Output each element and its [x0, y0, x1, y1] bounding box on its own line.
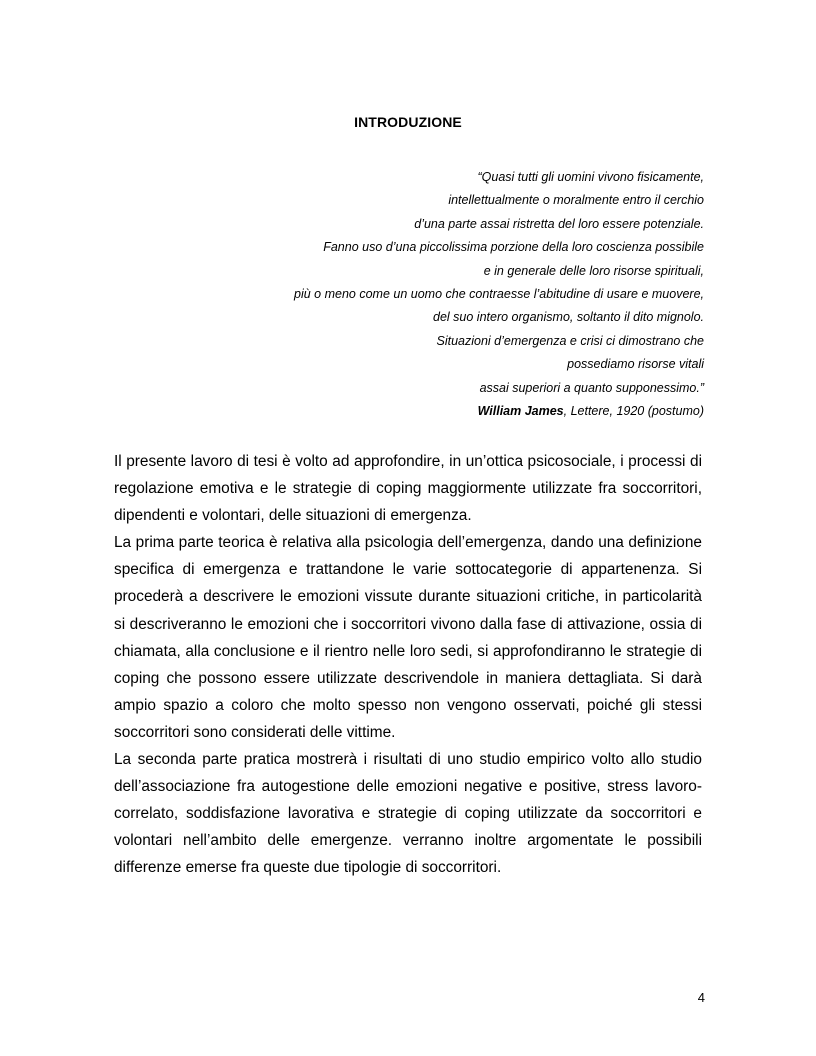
epigraph-line: Situazioni d’emergenza e crisi ci dimostrano che — [436, 333, 704, 348]
epigraph-attribution — [144, 400, 704, 423]
epigraph-line: e in generale delle loro risorse spirituali, — [483, 263, 704, 278]
epigraph-line: intellettualmente o moralmente entro il cerchio — [448, 193, 704, 208]
page-title: INTRODUZIONE — [354, 114, 462, 130]
epigraph-line: Fanno uso d’una piccolissima porzione della loro coscienza possibile — [323, 240, 704, 255]
epigraph — [144, 166, 704, 423]
epigraph-line: assai superiori a quanto supponessimo.” — [479, 380, 704, 395]
body-text — [114, 448, 702, 882]
epigraph-line: possediamo risorse vitali — [567, 357, 704, 372]
paragraph: La prima parte teorica è relativa alla psicologia dell’emergenza, dando una definizione specifica di emergenza e trattandone le varie sottocategorie di appartenenza. Si procederà a descrivere le emozioni vissute durante situazioni critiche, in particolarità si descriveranno le emozioni che i soccorritori vivono dalla fase di attivazione, ossia di chiamata, alla conclusione e il rientro nelle loro sedi, si approfondiranno le strategie di coping che possono essere utilizzate descrivendole in maniera dettagliata. Si darà ampio spazio a coloro che molto spesso non vengono osservati, poiché gli stessi soccorritori sono considerati delle vittime. — [114, 534, 702, 741]
epigraph-line: del suo intero organismo, soltanto il dito mignolo. — [433, 310, 704, 325]
epigraph-line: “Quasi tutti gli uomini vivono fisicamente, — [477, 170, 704, 184]
paragraph: Il presente lavoro di tesi è volto ad approfondire, in un’ottica psicosociale, i processi di regolazione emotiva e le strategie di coping maggiormente utilizzate fra soccorritori, dipendenti e volontari, delle situazioni di emergenza. — [114, 453, 702, 525]
page-number: 4 — [697, 990, 705, 1005]
paragraph: La seconda parte pratica mostrerà i risultati di uno studio empirico volto allo studio dell’associazione fra autogestione delle emozioni negative e positive, stress lavoro-correlato, soddisfazione lavorativa e strategie di coping utilizzate da soccorritori e volontari nell’ambito delle emergenze. verranno inoltre argomentate le possibili differenze emerse fra queste due tipologie di soccorritori. — [114, 751, 702, 877]
epigraph-line: più o meno come un uomo che contraesse l’abitudine di usare e muovere, — [294, 287, 704, 302]
epigraph-author: William James — [477, 404, 564, 419]
epigraph-line: d’una parte assai ristretta del loro essere potenziale. — [414, 216, 704, 231]
epigraph-source: , Lettere, 1920 (postumo) — [563, 404, 704, 419]
